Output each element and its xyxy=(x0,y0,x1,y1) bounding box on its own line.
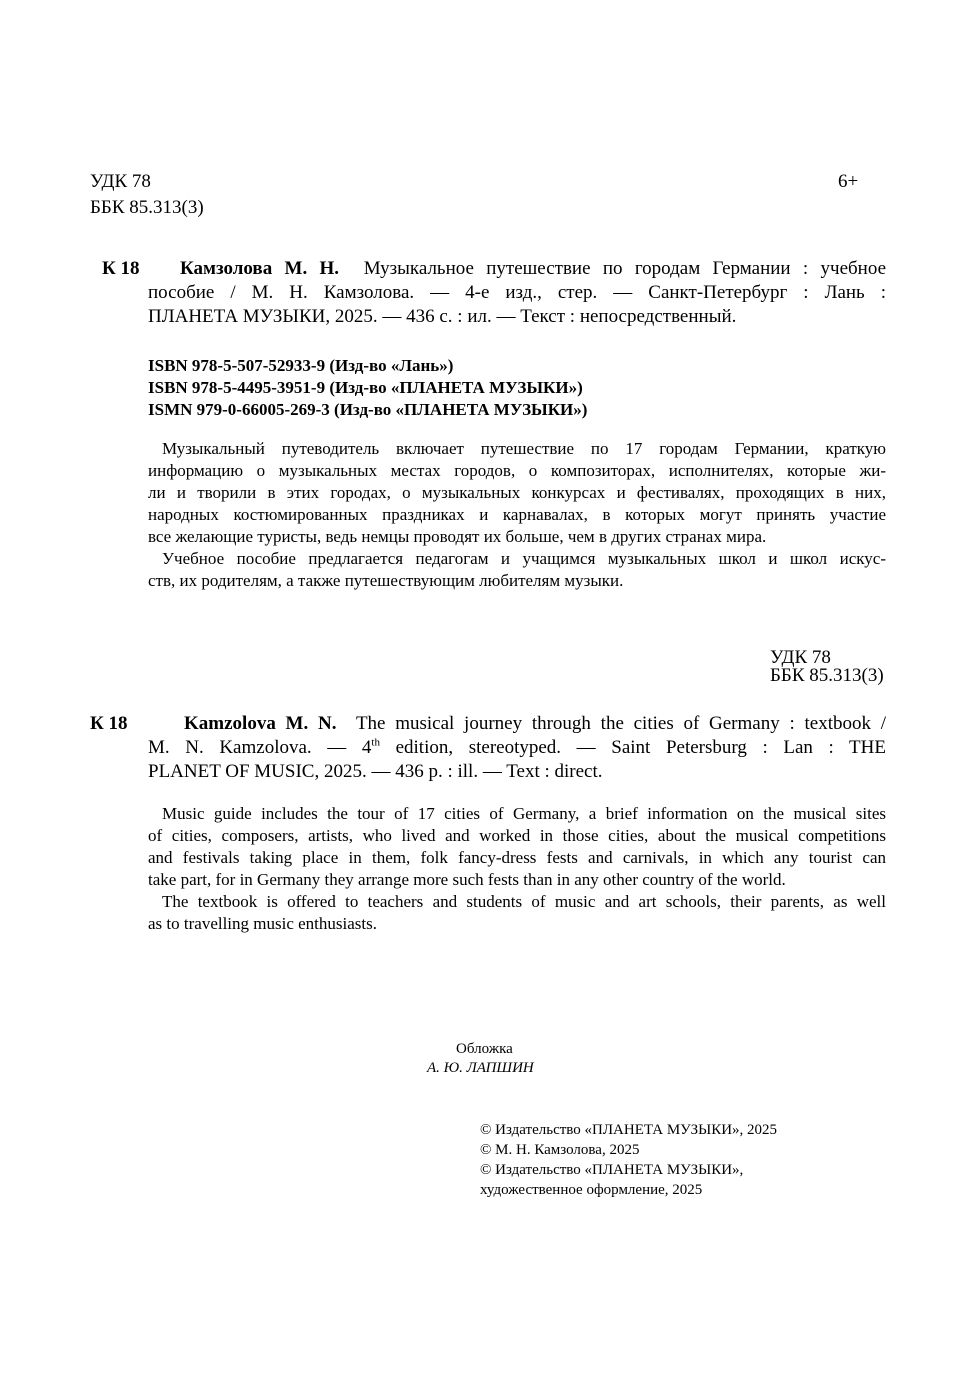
ismn-planet: ISMN 979-0-66005-269-3 (Изд-во «ПЛАНЕТА МУЗЫКИ») xyxy=(148,400,588,419)
abstract-line-en: as to travelling music enthusiasts. xyxy=(148,914,377,933)
age-rating: 6+ xyxy=(838,171,859,192)
abstract-line: Музыкальный путеводитель включает путешествие по 17 городам Германии, краткую xyxy=(162,439,886,458)
abstract-line: ств, их родителям, а также путешествующим любителям музыки. xyxy=(148,571,624,590)
abstract-line-en: take part, for in Germany they arrange more such fests than in any other country of the world. xyxy=(148,870,786,889)
abstract-line: ли и творили в этих городах, о музыкальных конкурсах и фестивалях, проходящих в них, xyxy=(148,483,886,502)
abstract-ru xyxy=(148,438,886,592)
record-line-1-en: Kamzolova M. N. The musical journey through the cities of Germany : textbook / xyxy=(184,713,886,734)
isbn-lan: ISBN 978-5-507-52933-9 (Изд-во «Лань») xyxy=(148,356,454,375)
copyright-line: © М. Н. Камзолова, 2025 xyxy=(480,1142,640,1158)
bibliographic-record-en xyxy=(148,712,886,784)
abstract-line: народных костюмированных праздниках и карнавалах, в которых могут принять участие xyxy=(148,505,886,524)
isbn-block xyxy=(148,355,587,421)
abstract-line-en: and festivals taking place in them, folk fancy-dress fests and carnivals, in which any tourist can xyxy=(148,848,886,867)
bbk-code-en: ББК 85.313(3) xyxy=(770,665,884,686)
abstract-line-en: of cities, composers, artists, who lived and worked in those cities, about the musical competitions xyxy=(148,826,886,845)
author-mark: К 18 xyxy=(102,258,140,279)
udk-code: УДК 78 xyxy=(90,171,151,192)
isbn-planet: ISBN 978-5-4495-3951-9 (Изд-во «ПЛАНЕТА МУЗЫКИ») xyxy=(148,378,583,397)
abstract-line-en: Music guide includes the tour of 17 cities of Germany, a brief information on the musical sites xyxy=(162,804,886,823)
copyright-line: © Издательство «ПЛАНЕТА МУЗЫКИ», 2025 xyxy=(480,1122,778,1138)
record-line-2: пособие / М. Н. Камзолова. — 4-е изд., стер. — Санкт-Петербург : Лань : xyxy=(148,282,886,303)
record-line-1: Камзолова М. Н. Музыкальное путешествие по городам Германии : учебное xyxy=(180,258,886,279)
udk-code-en: УДК 78 xyxy=(770,647,831,668)
copyright-line: © Издательство «ПЛАНЕТА МУЗЫКИ», xyxy=(480,1162,744,1178)
author-name-en: Kamzolova M. N. xyxy=(184,713,337,734)
author-mark-en: К 18 xyxy=(90,713,128,734)
abstract-line: Учебное пособие предлагается педагогам и учащимся музыкальных школ и школ искус- xyxy=(162,549,886,568)
cover-artist: А. Ю. ЛАПШИН xyxy=(427,1060,534,1076)
cover-label: Обложка xyxy=(456,1041,513,1057)
record-line-3-en: PLANET OF MUSIC, 2025. — 436 p. : ill. — Text : direct. xyxy=(148,761,603,782)
copyright-block xyxy=(480,1120,777,1200)
abstract-en xyxy=(148,803,886,935)
author-name: Камзолова М. Н. xyxy=(180,258,340,279)
abstract-line: информацию о музыкальных местах городов, о композиторах, исполнителях, которые жи- xyxy=(148,461,886,480)
bibliographic-record-ru xyxy=(148,257,886,329)
record-line-2-en: M. N. Kamzolova. — 4th edition, stereotyped. — Saint Petersburg : Lan : THE xyxy=(148,736,886,758)
abstract-line: все желающие туристы, ведь немцы проводят их больше, чем в других странах мира. xyxy=(148,527,767,546)
copyright-line: художественное оформление, 2025 xyxy=(480,1182,703,1198)
record-line-3: ПЛАНЕТА МУЗЫКИ, 2025. — 436 с. : ил. — Текст : непосредственный. xyxy=(148,306,737,327)
bbk-code: ББК 85.313(3) xyxy=(90,197,204,218)
abstract-line-en: The textbook is offered to teachers and students of music and art schools, their parents, as well xyxy=(162,892,886,911)
